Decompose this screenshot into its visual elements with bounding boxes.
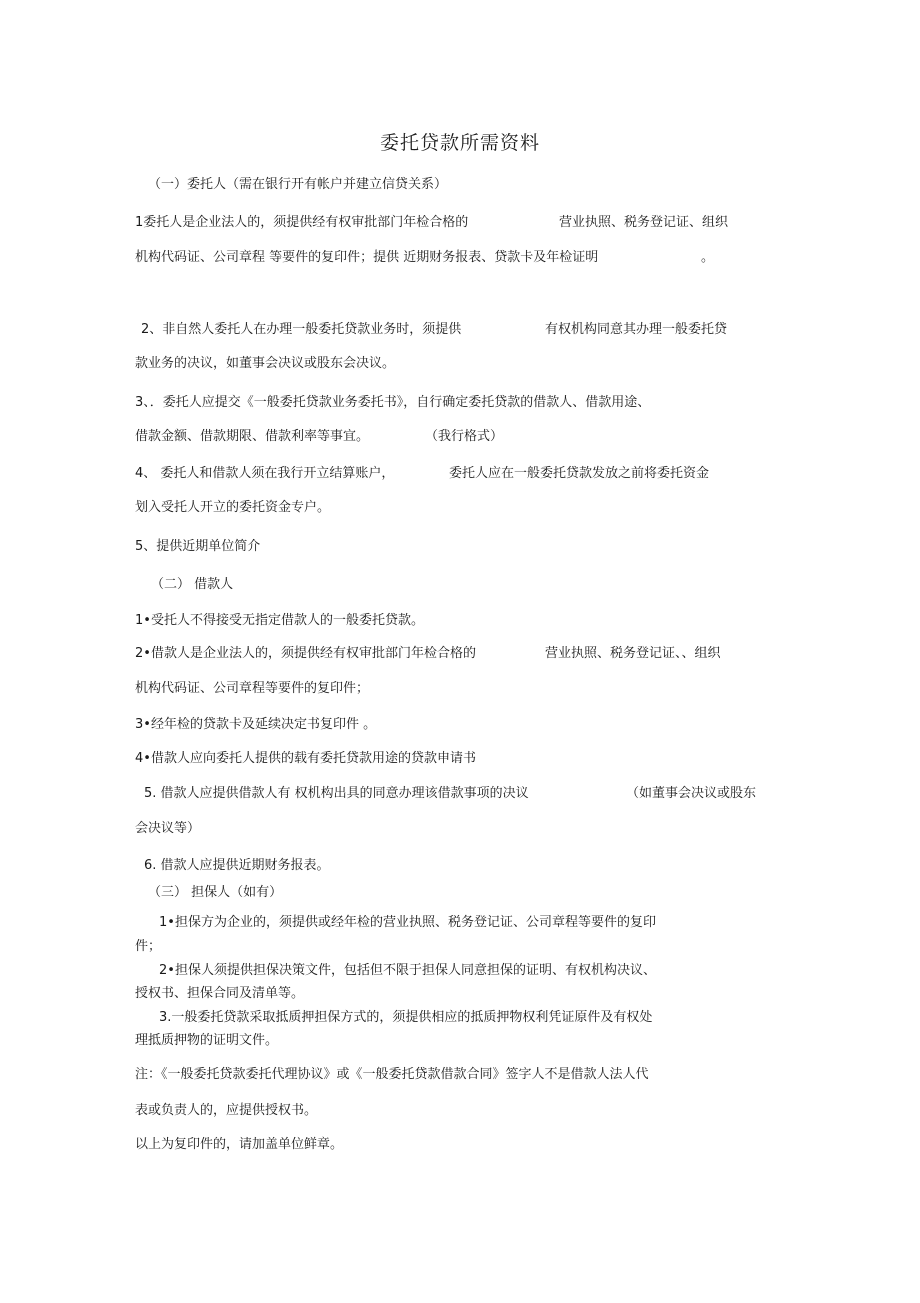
s3-item-3-line-1: 3.一般委托贷款采取抵质押担保方式的，须提供相应的抵质押物权利凭证原件及有权处 — [159, 1010, 653, 1025]
s1-item-1-line-2 — [135, 249, 775, 267]
s1-item-4-text-a: 4、 委托人和借款人须在我行开立结算账户， — [135, 466, 395, 481]
s1-item-4-text-b: 委托人应在一般委托贷款发放之前将委托资金 — [449, 466, 710, 481]
page-title: 委托贷款所需资料 — [379, 132, 540, 154]
s2-item-6: 6. 借款人应提供近期财务报表。 — [144, 858, 330, 873]
s1-item-1-text-d: 。 — [701, 250, 715, 265]
s1-item-3-text-b: 借款金额、借款期限、借款利率等事宜。 — [135, 429, 370, 444]
s2-item-5-line-1 — [144, 785, 794, 803]
s2-item-2-line-1 — [135, 645, 775, 663]
s2-item-5-text-a: 5. 借款人应提供借款人有 权机构出具的同意办理该借款事项的决议 — [144, 786, 529, 801]
s1-item-3-line-2 — [135, 428, 775, 446]
s1-item-3-line-1: 3、．委托人应提交《一般委托贷款业务委托书》，自行确定委托贷款的借款人、借款用途、 — [135, 395, 651, 410]
s3-item-3-line-2: 理抵质押物的证明文件。 — [135, 1033, 279, 1048]
s2-item-2-text-a: 2•借款人是企业法人的，须提供经有权审批部门年检合格的 — [135, 646, 476, 661]
s2-item-4: 4•借款人应向委托人提供的载有委托贷款用途的贷款申请书 — [135, 751, 476, 766]
s3-item-1-line-2: 件； — [135, 939, 162, 954]
s1-item-1-text-c: 机构代码证、公司章程 等要件的复印件；提供 近期财务报表、贷款卡及年检证明 — [135, 250, 599, 265]
s2-item-5-line-2: 会决议等） — [135, 821, 201, 836]
s1-item-2-text-b: 有权机构同意其办理一般委托贷 — [545, 322, 728, 337]
s2-item-2-text-b: 营业执照、税务登记证、、组织 — [545, 646, 721, 661]
s1-item-1-text-a: 1委托人是企业法人的，须提供经有权审批部门年检合格的 — [135, 215, 469, 230]
section-2-heading: （二） 借款人 — [151, 577, 234, 592]
s1-item-2-line-2: 款业务的决议，如董事会决议或股东会决议。 — [135, 356, 396, 371]
s1-item-1-text-b: 营业执照、税务登记证、组织 — [559, 215, 729, 230]
note-line-1: 注：《一般委托贷款委托代理协议》或《一般委托贷款借款合同》签字人不是借款人法人代 — [135, 1067, 649, 1082]
s2-item-3: 3•经年检的贷款卡及延续决定书复印件 。 — [135, 717, 377, 732]
s1-item-4-line-2: 划入受托人开立的委托资金专户。 — [135, 500, 331, 515]
s3-item-1-line-1: 1•担保方为企业的，须提供或经年检的营业执照、税务登记证、公司章程等要件的复印 — [159, 915, 656, 930]
s1-item-5: 5、提供近期单位简介 — [135, 539, 261, 554]
s1-item-1-line-1 — [135, 214, 775, 232]
section-3-heading: （三） 担保人（如有） — [148, 885, 283, 900]
s1-item-4-line-1 — [135, 465, 775, 483]
closing-note: 以上为复印件的，请加盖单位鲜章。 — [135, 1137, 344, 1152]
s2-item-5-text-b: （如董事会决议或股东 — [626, 786, 757, 801]
s1-item-3-text-c: （我行格式） — [425, 429, 504, 444]
s1-item-2-line-1 — [141, 321, 781, 339]
note-line-2: 表或负责人的，应提供授权书。 — [135, 1103, 318, 1118]
section-1-heading: （一）委托人（需在银行开有帐户并建立信贷关系） — [148, 177, 448, 192]
s1-item-2-text-a: 2、非自然人委托人在办理一般委托贷款业务时，须提供 — [141, 322, 462, 337]
s3-item-2-line-2: 授权书、担保合同及清单等。 — [135, 986, 305, 1001]
s3-item-2-line-1: 2•担保人须提供担保决策文件，包括但不限于担保人同意担保的证明、有权机构决议、 — [159, 963, 656, 978]
s2-item-2-line-2: 机构代码证、公司章程等要件的复印件； — [135, 681, 370, 696]
s2-item-1: 1•受托人不得接受无指定借款人的一般委托贷款。 — [135, 613, 424, 628]
